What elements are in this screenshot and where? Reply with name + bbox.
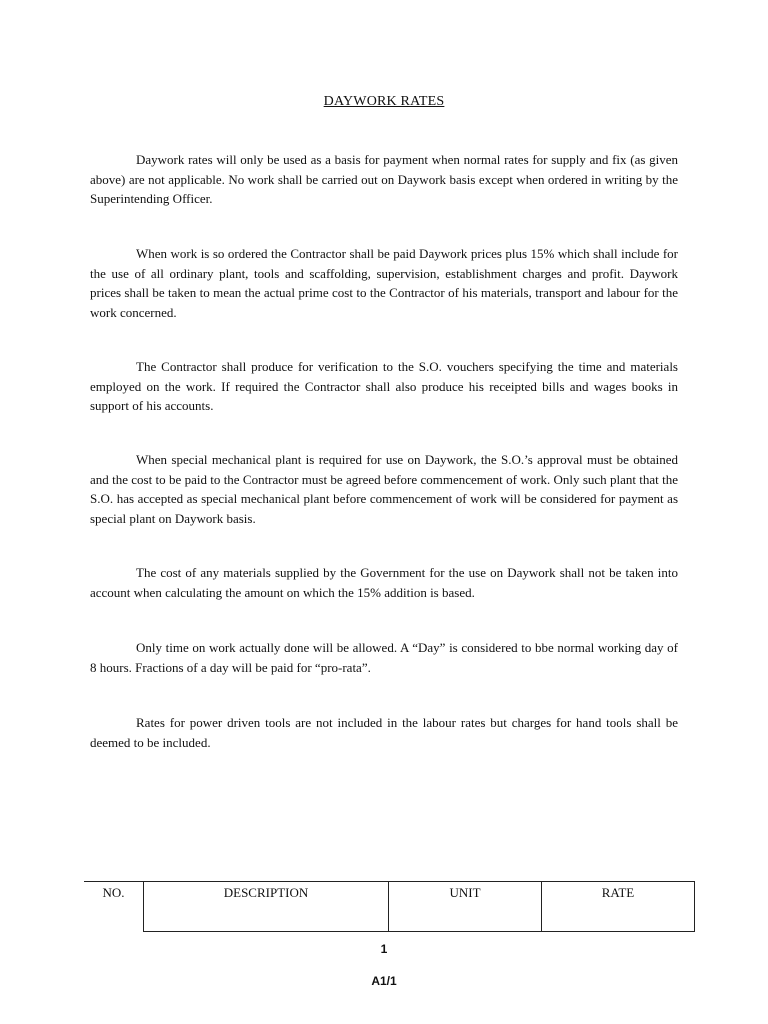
rates-table-header bbox=[84, 882, 695, 932]
paragraph-special-plant: When special mechanical plant is required for use on Daywork, the S.O.’s approval must be obtained and the cost to be paid to the Contractor must be agreed before commencement of work. Only such plant that the S.O. has accepted as special mechanical plant before commencement of work will be considered for payment as special plant on Daywork basis. bbox=[90, 452, 678, 526]
page-code: A1/1 bbox=[371, 974, 397, 988]
column-header-description: DESCRIPTION bbox=[144, 882, 389, 932]
paragraph-vouchers: The Contractor shall produce for verification to the S.O. vouchers specifying the time and materials employed on the work. If required the Contractor shall also produce his receipted bills and wages books in support of his accounts. bbox=[90, 359, 678, 413]
rates-table bbox=[84, 881, 695, 932]
page-number: 1 bbox=[380, 942, 388, 956]
column-header-unit: UNIT bbox=[389, 882, 542, 932]
document-title: DAYWORK RATES bbox=[323, 94, 445, 109]
paragraph-government-materials: The cost of any materials supplied by the Government for the use on Daywork shall not be taken into account when calculating the amount on which the 15% addition is based. bbox=[90, 565, 678, 600]
table-header-row bbox=[84, 882, 695, 932]
column-header-no: NO. bbox=[84, 882, 144, 932]
paragraph-working-day: Only time on work actually done will be allowed. A “Day” is considered to bbe normal working day of 8 hours. Fractions of a day will be paid for “pro-rata”. bbox=[90, 640, 678, 675]
column-header-rate: RATE bbox=[542, 882, 695, 932]
paragraph-daywork-basis: Daywork rates will only be used as a basis for payment when normal rates for supply and fix (as given above) are not applicable. No work shall be carried out on Daywork basis except when ordered in writing by the Superintending Officer. bbox=[90, 152, 678, 206]
paragraph-daywork-prices: When work is so ordered the Contractor shall be paid Daywork prices plus 15% which shall include for the use of all ordinary plant, tools and scaffolding, supervision, establishment charges and profit. Daywork prices shall be taken to mean the actual prime cost to the Contractor of his materials, transport and labour for the work concerned. bbox=[90, 246, 678, 320]
paragraph-power-tools: Rates for power driven tools are not included in the labour rates but charges for hand tools shall be deemed to be included. bbox=[90, 715, 678, 750]
